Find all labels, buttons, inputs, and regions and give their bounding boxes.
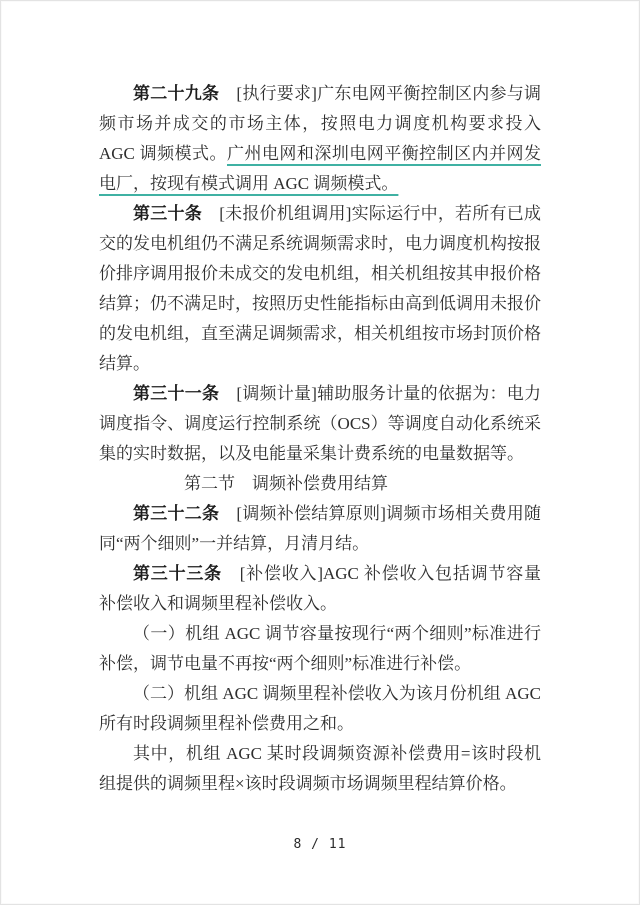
article-33-body: [补偿收入]AGC 补偿收入包括调节容量补偿收入和调频里程补偿收入。 xyxy=(99,564,541,613)
article-32 xyxy=(99,499,541,559)
article-29-term: 第二十九条 xyxy=(133,84,220,103)
article-31-term: 第三十一条 xyxy=(133,384,220,403)
formula-note: 其中，机组 AGC 某时段调频资源补偿费用=该时段机组提供的调频里程×该时段调频市场调频里程结算价格。 xyxy=(99,744,541,793)
article-30 xyxy=(99,199,541,379)
article-30-term: 第三十条 xyxy=(133,204,202,223)
page-number: 8 / 11 xyxy=(293,837,347,852)
list-item-2: （二）机组 AGC 调频里程补偿收入为该月份机组 AGC 所有时段调频里程补偿费用之和。 xyxy=(99,684,541,733)
article-29-body: [执行要求]广东电网平衡控制区内参与调频市场并成交的市场主体，按照电力调度机构要求投入AGC 调频模式。 xyxy=(99,84,541,163)
document-body xyxy=(99,79,541,799)
article-31 xyxy=(99,379,541,469)
list-item-1: （一）机组 AGC 调节容量按现行“两个细则”标准进行补偿，调节电量不再按“两个细则”标准进行补偿。 xyxy=(99,624,541,673)
article-29-highlight: 广州电网和深圳电网平衡控制区内并网发电厂，按现有模式调用 AGC 调频模式。 xyxy=(99,144,541,193)
article-33 xyxy=(99,559,541,619)
article-32-term: 第三十二条 xyxy=(133,504,220,523)
article-33-term: 第三十三条 xyxy=(133,564,222,583)
article-29 xyxy=(99,79,541,199)
article-32-body: [调频补偿结算原则]调频市场相关费用随同“两个细则”一并结算，月清月结。 xyxy=(99,504,541,553)
section-2-heading: 第二节 调频补偿费用结算 xyxy=(184,474,388,493)
article-31-body: [调频计量]辅助服务计量的依据为：电力调度指令、调度运行控制系统（OCS）等调度自动化系统采集的实时数据，以及电能量采集计费系统的电量数据等。 xyxy=(99,384,541,463)
article-30-body: [未报价机组调用]实际运行中，若所有已成交的发电机组仍不满足系统调频需求时，电力调度机构按报价排序调用报价未成交的发电机组，相关机组按其申报价格结算；仍不满足时，按照历史性能指标由高到低调用未报价的发电机组，直至满足调频需求，相关机组按市场封顶价格结算。 xyxy=(99,204,542,373)
